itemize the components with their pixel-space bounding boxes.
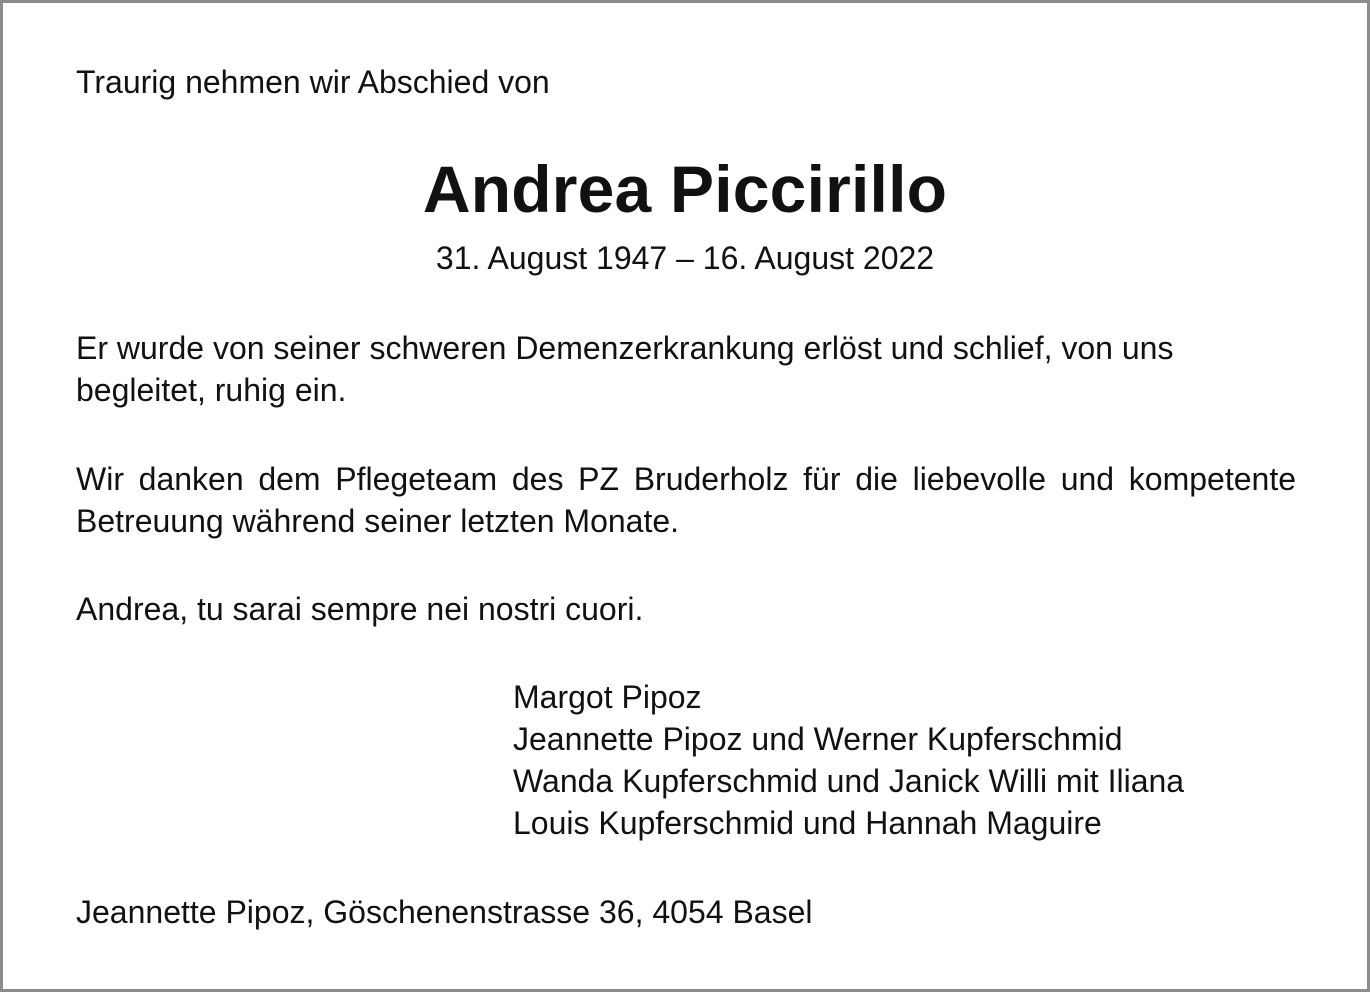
paragraph-farewell: Andrea, tu sarai sempre nei nostri cuori. [76, 591, 644, 627]
paragraph-passing: Er wurde von seiner schweren Demenzerkrankung erlöst und schlief, von uns begleitet, ruhig ein. [76, 330, 1174, 408]
deceased-name: Andrea Piccirillo [422, 152, 948, 226]
signer-name: Jeannette Pipoz und Werner Kupferschmid [513, 721, 1123, 757]
life-dates: 31. August 1947 – 16. August 2022 [435, 240, 935, 276]
signers-list [513, 676, 1184, 844]
signer-name: Wanda Kupferschmid und Janick Willi mit Iliana [513, 763, 1185, 799]
contact-address: Jeannette Pipoz, Göschenenstrasse 36, 4054 Basel [76, 894, 813, 930]
paragraph-thanks: Wir danken dem Pflegeteam des PZ Bruderholz für die liebevolle und kompetente Betreuung während seiner letzten Monate. [76, 461, 1296, 539]
signer-name: Margot Pipoz [513, 679, 702, 715]
signer-name: Louis Kupferschmid und Hannah Maguire [513, 805, 1102, 841]
intro-text: Traurig nehmen wir Abschied von [76, 64, 550, 100]
